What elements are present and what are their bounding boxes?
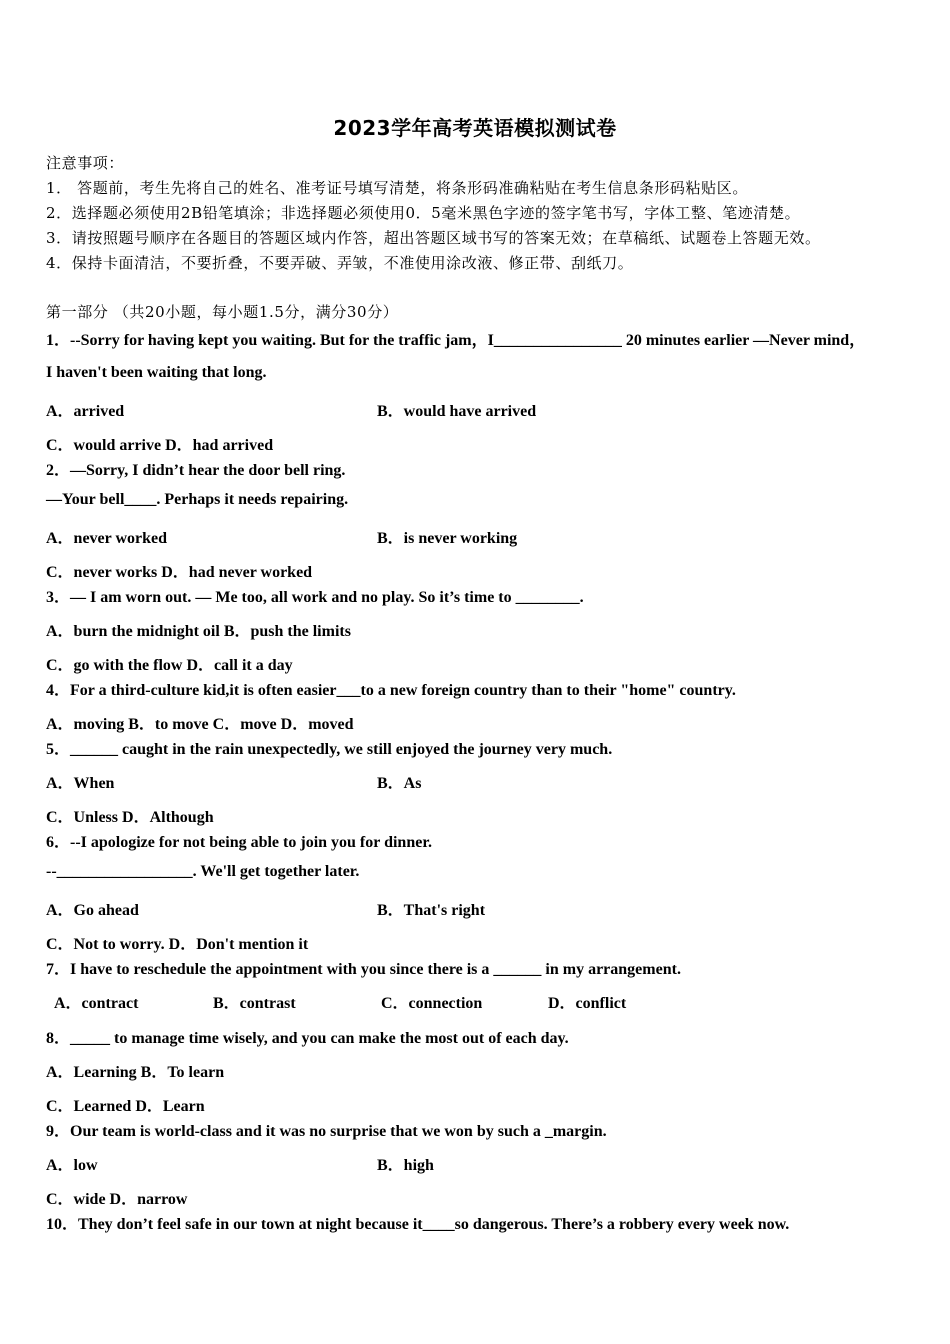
question-2-options-cd: C．never works D．had never worked xyxy=(46,564,313,581)
question-1-stem: 1．--Sorry for having kept you waiting. But for the traffic jam，I________________ 20 minutes earlier —Never mind， xyxy=(46,332,866,349)
question-6-stem: 6．--I apologize for not being able to join you for dinner. xyxy=(46,834,432,851)
question-3-options-cd: C．go with the flow D．call it a day xyxy=(46,657,293,674)
question-4-stem: 4．For a third-culture kid,it is often easier___to a new foreign country than to their "home" country. xyxy=(46,682,736,699)
question-2-option-b: B．is never working xyxy=(377,530,518,547)
question-9-options-cd: C．wide D．narrow xyxy=(46,1191,188,1208)
question-1-options-cd: C．would arrive D．had arrived xyxy=(46,437,274,454)
question-5-option-a: A．When xyxy=(46,775,115,792)
notice-heading: 注意事项： xyxy=(46,154,125,172)
notice-item-1: 1． 答题前，考生先将自己的姓名、准考证号填写清楚，将条形码准确粘贴在考生信息条形码粘贴区。 xyxy=(46,179,748,197)
question-8-options-ab: A．Learning B．To learn xyxy=(46,1064,225,1081)
question-1-option-a: A．arrived xyxy=(46,403,125,420)
question-5-stem: 5．______ caught in the rain unexpectedly, we still enjoyed the journey very much. xyxy=(46,741,613,758)
question-9-option-a: A．low xyxy=(46,1157,98,1174)
question-8-options-cd: C．Learned D．Learn xyxy=(46,1098,205,1115)
question-7-option-c: C．connection xyxy=(381,995,483,1012)
page-title: 2023学年高考英语模拟测试卷 xyxy=(333,116,617,140)
question-9-option-b: B．high xyxy=(377,1157,434,1174)
question-7-option-b: B．contrast xyxy=(213,995,296,1012)
question-1-option-b: B．would have arrived xyxy=(377,403,537,420)
question-7-option-d: D．conflict xyxy=(548,995,627,1012)
notice-item-2: 2．选择题必须使用2B铅笔填涂；非选择题必须使用0．5毫米黑色字迹的签字笔书写，字体工整、笔迹清楚。 xyxy=(46,204,801,222)
question-9-stem: 9．Our team is world-class and it was no surprise that we won by such a _margin. xyxy=(46,1123,607,1140)
question-2-option-a: A．never worked xyxy=(46,530,168,547)
question-3-stem: 3．— I am worn out. — Me too, all work and no play. So it’s time to ________. xyxy=(46,589,584,606)
question-10-stem: 10．They don’t feel safe in our town at night because it____so dangerous. There’s a robbery every week now. xyxy=(46,1216,790,1233)
question-2-stem-cont: —Your bell____. Perhaps it needs repairing. xyxy=(46,491,349,508)
question-6-options-cd: C．Not to worry. D．Don't mention it xyxy=(46,936,309,953)
question-7-stem: 7．I have to reschedule the appointment with you since there is a ______ in my arrangement. xyxy=(46,961,681,978)
question-6-option-b: B．That's right xyxy=(377,902,486,919)
question-7-option-a: A．contract xyxy=(54,995,139,1012)
notice-item-3: 3．请按照题号顺序在各题目的答题区域内作答，超出答题区域书写的答案无效；在草稿纸、试题卷上答题无效。 xyxy=(46,229,821,247)
section-heading: 第一部分 （共20小题，每小题1.5分，满分30分） xyxy=(46,303,399,321)
question-6-option-a: A．Go ahead xyxy=(46,902,139,919)
notice-item-4: 4．保持卡面清洁，不要折叠，不要弄破、弄皱，不准使用涂改液、修正带、刮纸刀。 xyxy=(46,254,634,272)
question-3-options-ab: A．burn the midnight oil B．push the limits xyxy=(46,623,351,640)
question-5-options-cd: C．Unless D．Although xyxy=(46,809,214,826)
question-1-stem-cont: I haven't been waiting that long. xyxy=(46,364,267,381)
question-5-option-b: B．As xyxy=(377,775,422,792)
question-4-options: A．moving B．to move C．move D．moved xyxy=(46,716,354,733)
question-6-stem-cont: --_________________. We'll get together later. xyxy=(46,863,360,880)
question-2-stem: 2．—Sorry, I didn’t hear the door bell ring. xyxy=(46,462,346,479)
question-8-stem: 8．_____ to manage time wisely, and you can make the most out of each day. xyxy=(46,1030,569,1047)
